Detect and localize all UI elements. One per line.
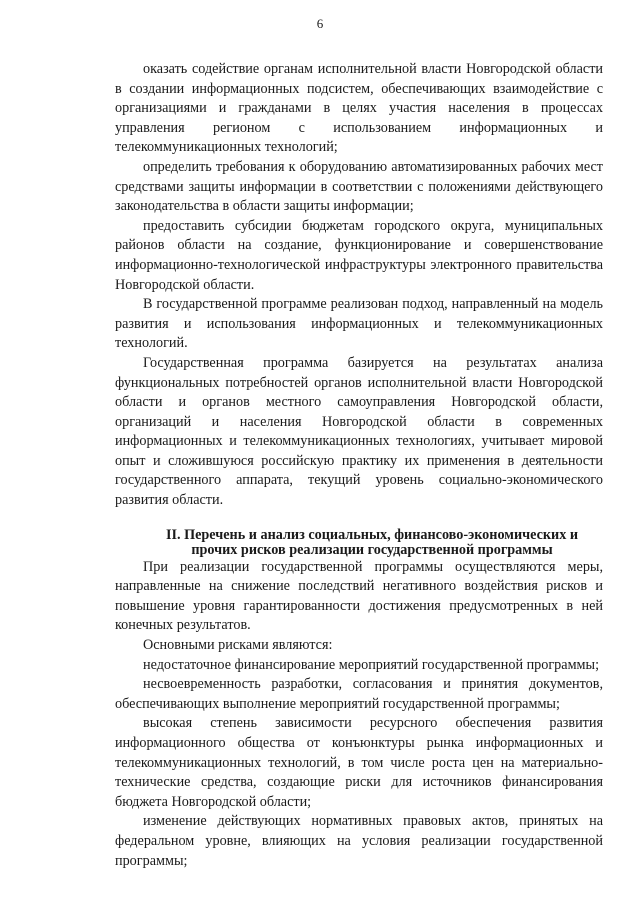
paragraph-program-basis: Государственная программа базируется на результатах анализа функциональных потребностей органов исполнительной власти Новгородской области и органов местного самоуправления Новгородской области, организаций и населения Новгородской области в современных информационных и телекоммуникационных технологиях, учитывает мировой опыт и сложившуюся российскую практику их применения в деятельности государственного аппарата, текущий уровень социально-экономического развития области. <box>115 354 603 509</box>
paragraph-workstation-requirements: определить требования к оборудованию автоматизированных рабочих мест средствами защиты информации в соответствии с положениями действующего законодательства в области защиты информации; <box>115 158 603 215</box>
paragraph-assist-authorities: оказать содействие органам исполнительной власти Новгородской области в создании информационных подсистем, обеспечивающих взаимодействие с организациями и гражданами в целях участия населения в процессах управления регионом с использованием информационных и телекоммуникационных технологий; <box>115 61 603 156</box>
page-content <box>115 60 603 871</box>
risk-item-regulation-changes: изменение действующих нормативных правовых актов, принятых на федеральном уровне, влияющих на условия реализации государственной программы; <box>115 813 603 869</box>
paragraph-subsidies: предоставить субсидии бюджетам городского округа, муниципальных районов области на создание, функционирование и совершенствование информационно-технологической инфраструктуры электронного правительства Новгородской области. <box>115 217 603 293</box>
section-spacer <box>115 511 603 528</box>
section-heading-line-1: II. Перечень и анализ социальных, финансово-экономических и <box>165 526 579 543</box>
section-heading <box>115 528 603 558</box>
paragraph-risk-measures: При реализации государственной программы осуществляются меры, направленные на снижение последствий негативного воздействия рисков и повышение уровня гарантированности достижения предусмотренных в ней конечных результатов. <box>115 558 603 634</box>
risk-item-market-dependence: высокая степень зависимости ресурсного обеспечения развития информационного общества от конъюнктуры рынка информационных и телекоммуникационных технологий, в том числе роста цен на материально-технические средства, создающие риски для источников финансирования бюджета Новгородской области; <box>115 715 603 810</box>
paragraph-program-approach: В государственной программе реализован подход, направленный на модель развития и использования информационных и телекоммуникационных технологий. <box>115 296 603 352</box>
risk-item-document-delays: несвоевременность разработки, согласования и принятия документов, обеспечивающих выполнение мероприятий государственной программы; <box>115 676 603 712</box>
page-number: 6 <box>316 16 324 31</box>
section-heading-line-2: прочих рисков реализации государственной программы <box>191 541 553 558</box>
risk-item-underfunding: недостаточное финансирование мероприятий государственной программы; <box>143 656 600 673</box>
paragraph-main-risks-intro: Основными рисками являются: <box>143 637 333 654</box>
